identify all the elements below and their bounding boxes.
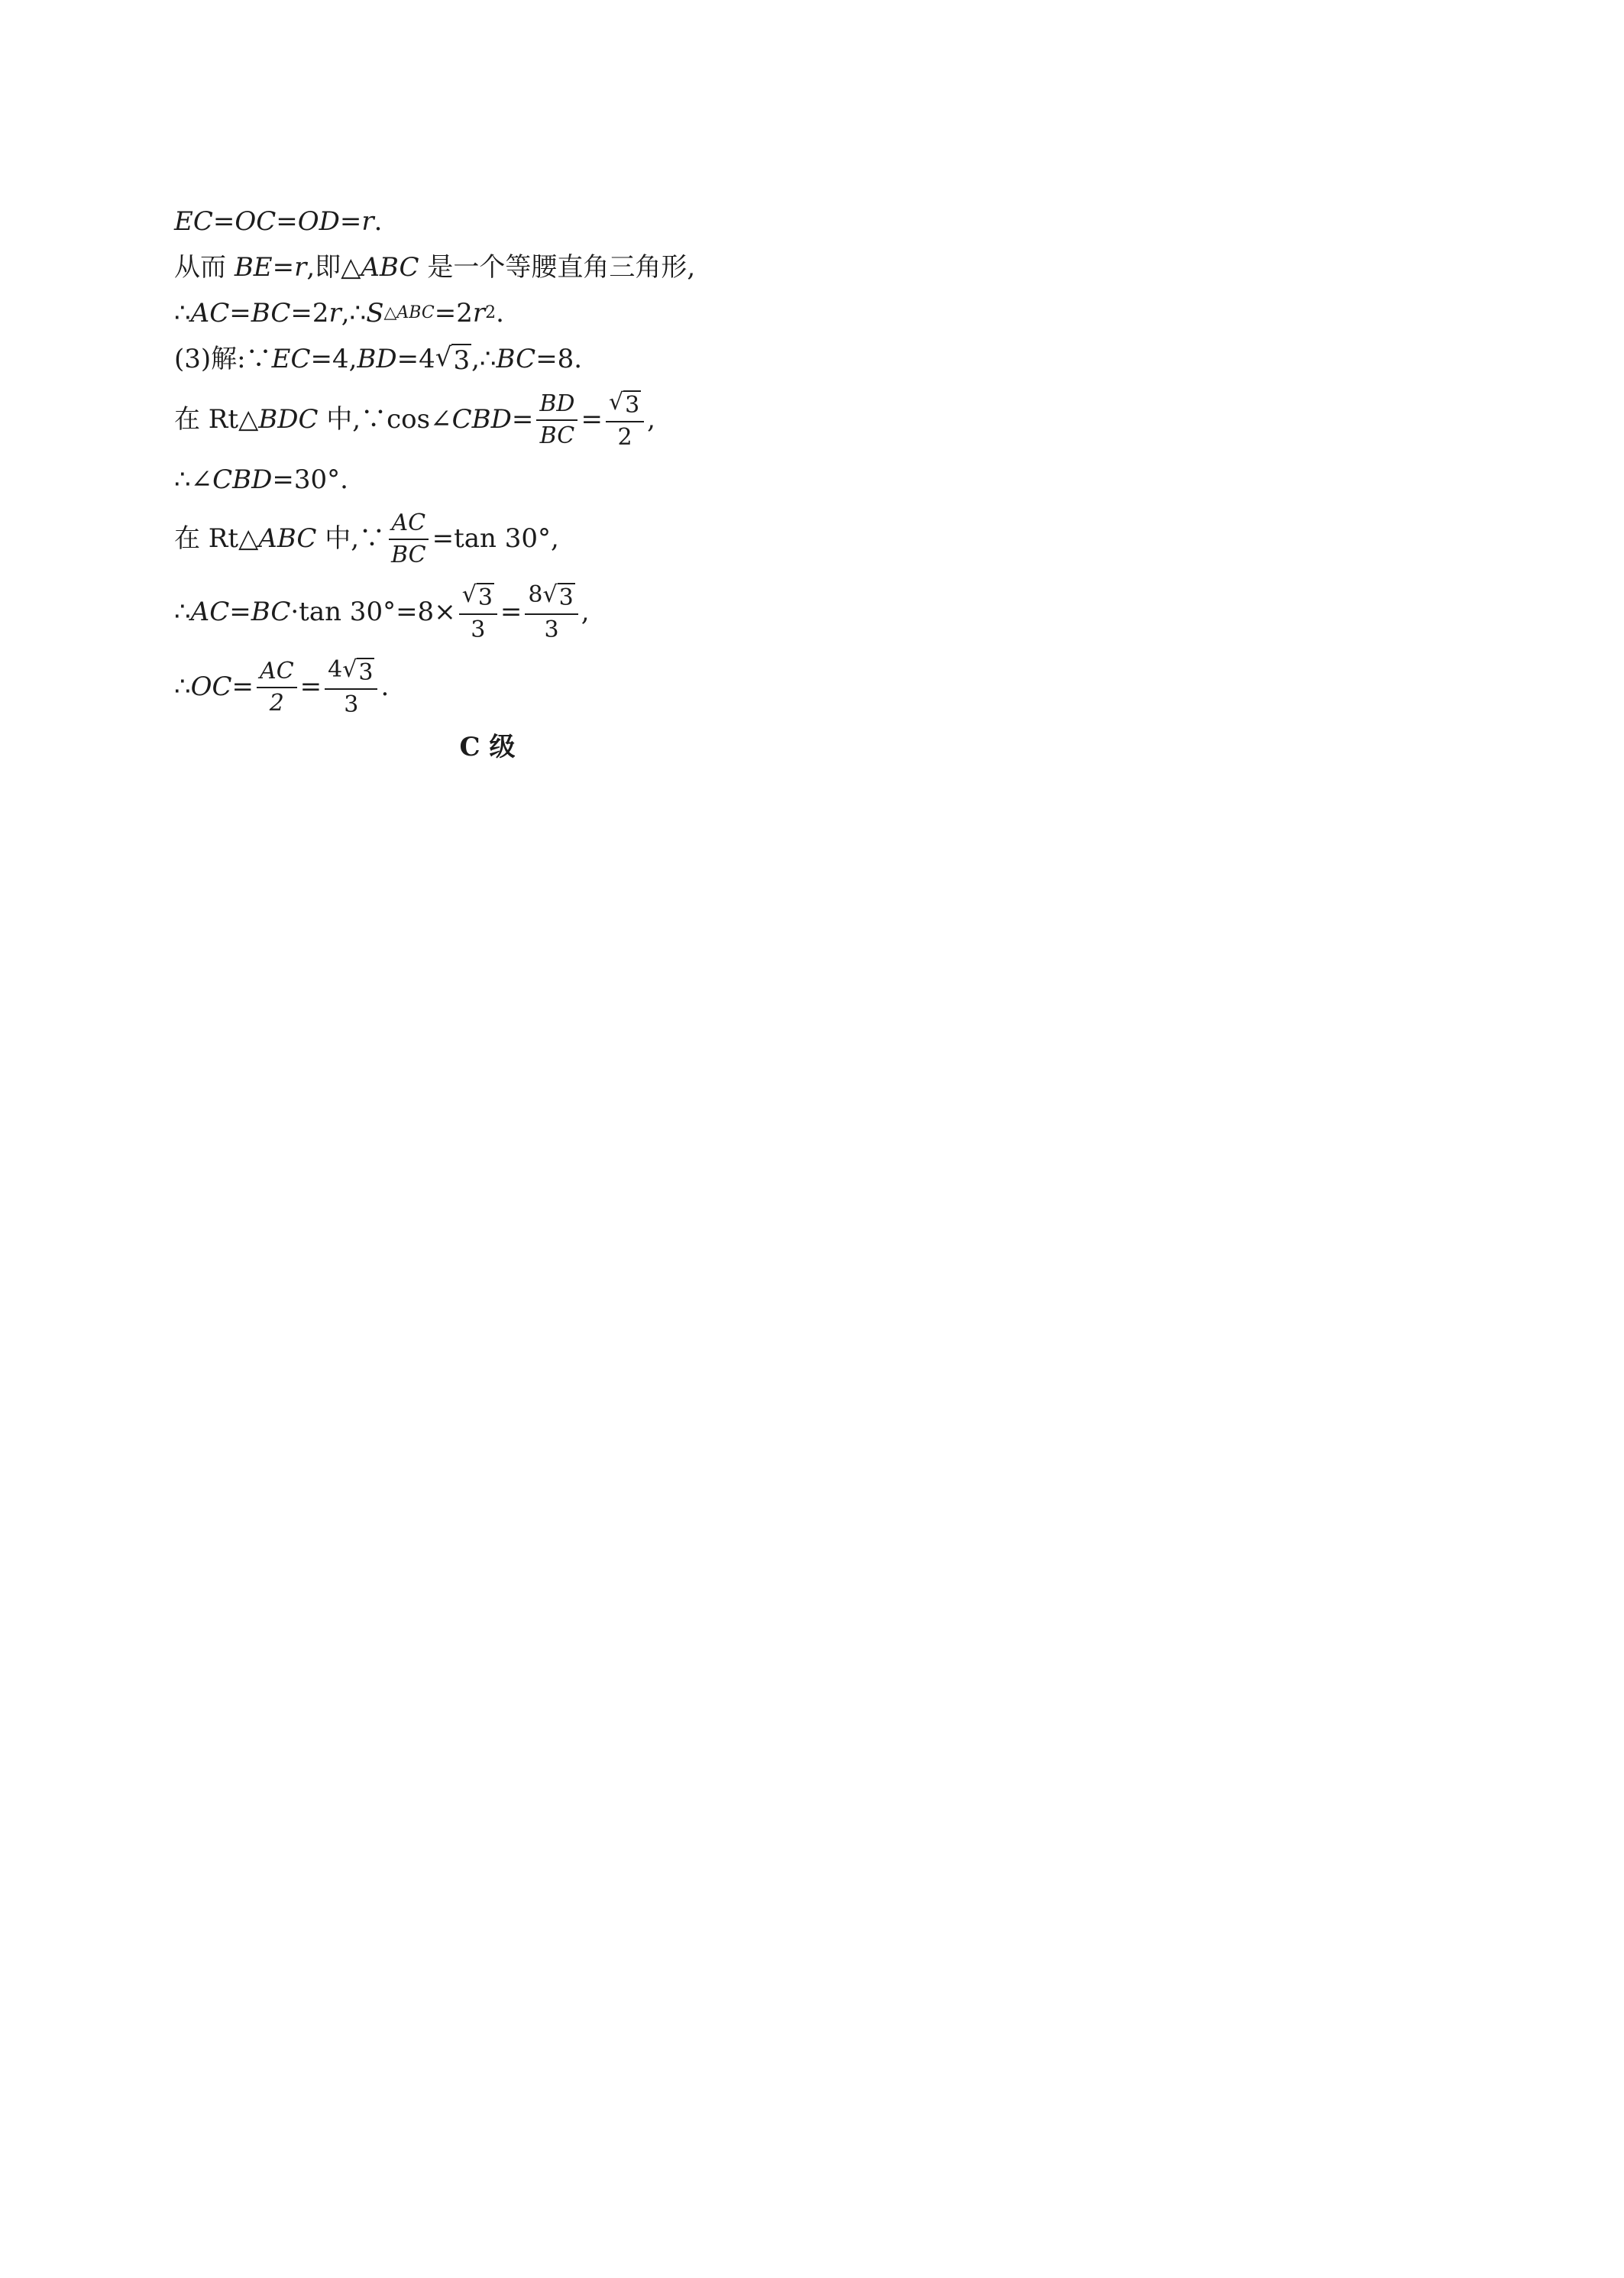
text-run: = [511,404,534,435]
math-variable: BDC [258,404,319,435]
text-run: =4, [310,344,357,374]
math-variable: ABC [258,523,317,555]
line-cos [174,389,801,451]
math-variable: EC [174,205,213,237]
math-variable: OD [297,205,340,237]
math-variable: BD [357,344,397,374]
math-variable: AC [190,297,230,328]
radical [462,581,494,612]
fraction-denominator: 3 [344,691,359,718]
fraction-numerator: 4 √ 3 [325,656,377,690]
math-variable: S [366,297,384,328]
fraction-numerator: BD [536,390,577,421]
text-run: (3)解:∵ [174,344,272,374]
math-variable: r [328,297,341,328]
math-variable: ABC [361,251,419,283]
fraction-denominator: 3 [471,616,486,643]
fraction-denominator: BC [539,422,575,449]
radical [609,389,641,419]
sqrt-expr [435,342,471,377]
text-run: . [496,297,504,328]
radicand: 3 [477,584,493,611]
text-run: ,∴ [471,344,497,374]
superscript: 2 [485,303,497,322]
text-run: ∴ [174,597,191,628]
text-run: = [339,205,362,237]
line-area [174,296,801,330]
text-run: =8. [535,344,583,374]
fraction [388,510,429,569]
fraction-numerator [459,581,497,615]
radical-sign: √ [342,655,357,683]
text-run: = [212,205,235,237]
subscript: △ABC [383,303,435,322]
text-run: ∴ [174,297,191,328]
left-column [174,205,801,777]
fraction-denominator: 3 [544,616,559,643]
heading-c-level [174,731,801,765]
text-run: C 级 [459,732,516,763]
radical-sign: √ [435,342,452,373]
fraction [459,581,497,644]
radicand: 3 [625,391,640,419]
radicand: 3 [558,584,574,611]
radical [543,581,575,612]
text-run: ∴∠ [174,464,213,496]
math-variable: BC [251,297,291,328]
radical [435,342,471,377]
radical-sign: √ [608,388,624,416]
math-variable: EC [271,344,311,374]
line-tan [174,510,801,569]
text-run: = [276,205,298,237]
math-variable: AC [190,597,230,628]
text-run: ,即△ [306,251,361,283]
text-run: = [229,297,251,328]
fraction-denominator: 2 [269,689,284,717]
math-variable: OC [235,205,277,237]
fraction [606,389,644,451]
text-run: . [380,671,390,703]
text-run: ·tan 30°=8× [290,597,456,628]
math-variable: r [472,297,486,328]
fraction [525,581,577,644]
text-run: = [500,597,522,628]
math-variable: BE [234,251,273,283]
math-variable: BC [251,597,291,628]
text-run: =2 [434,297,473,328]
text-run: = [229,597,251,628]
text-run: 从而 [174,251,235,283]
text-run: 在 Rt△ [174,523,259,555]
text-run: ,∴ [341,297,367,328]
text-run: = [299,671,322,703]
math-variable: OC [190,671,232,703]
text-run: 是一个等腰直角三角形, [419,251,696,283]
fraction-numerator: 8 √ 3 [525,581,577,615]
radicand: 3 [358,658,374,686]
text-run: =4 [396,344,435,374]
math-variable: r [361,205,374,237]
fraction [536,390,577,450]
text-run: = [231,671,254,703]
text-run: ∴ [174,671,191,703]
math-variable: r [294,251,307,283]
text-run: =2 [290,297,329,328]
line-oc [174,656,801,719]
line-part3 [174,342,801,377]
fraction-numerator: AC [257,658,297,688]
text-run: 中,∵ [316,523,386,555]
text-run: = [581,404,603,435]
text-run: = [272,251,295,283]
radicand: 3 [453,345,471,376]
math-variable: CBD [451,404,512,435]
line-isosceles [174,251,801,284]
text-run: =30°. [272,464,348,496]
fraction-denominator: 2 [617,423,632,451]
radical [342,656,374,687]
line-ac [174,581,801,644]
fraction-numerator: AC [389,510,429,540]
radical-sign: √ [461,581,477,608]
fraction-denominator: BC [391,541,426,568]
math-variable: BC [496,344,536,374]
fraction [325,656,377,719]
text-run: , [581,597,590,628]
radical-sign: √ [542,581,558,608]
text-run: , [647,404,655,435]
text-run: =tan 30°, [432,523,559,555]
fraction-numerator [606,389,644,422]
text-run: 中,∵cos∠ [318,404,452,435]
fraction [257,658,297,717]
line-ec-oc-od [174,205,801,238]
line-angle [174,464,801,497]
text-run: . [374,205,383,237]
text-run: 在 Rt△ [174,404,259,435]
math-variable: CBD [212,464,273,496]
